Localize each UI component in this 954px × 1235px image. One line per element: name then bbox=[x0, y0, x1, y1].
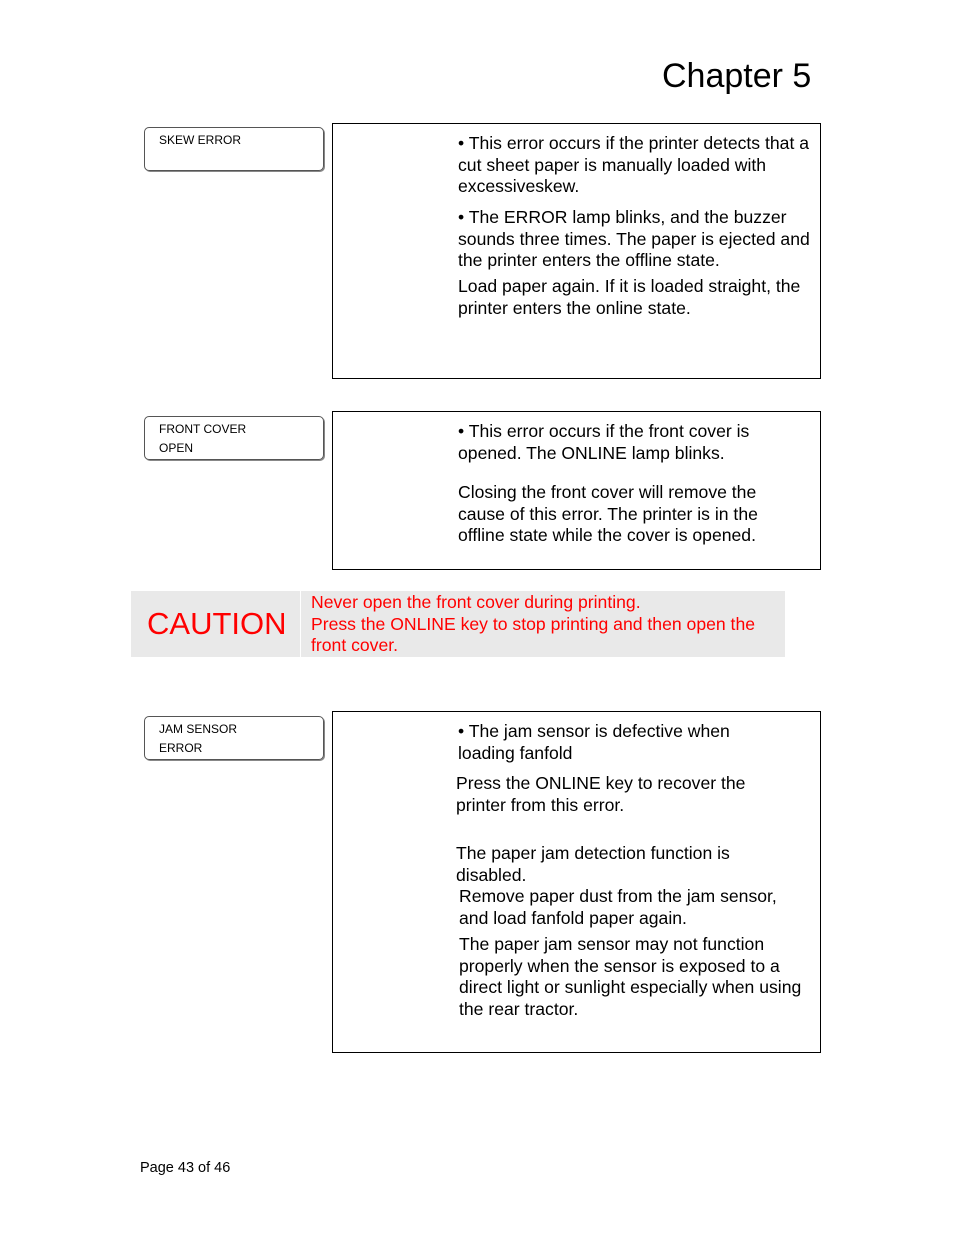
jam-sensor-paragraph: The paper jam sensor may not function properly when the sensor is exposed to a direct light or sunlight especially when using the rear tractor. bbox=[459, 934, 802, 1020]
lcd-line: FRONT COVER bbox=[159, 422, 247, 436]
lcd-display-skew-error bbox=[144, 127, 324, 171]
jam-sensor-paragraph: Remove paper dust from the jam sensor, and load fanfold paper again. bbox=[459, 886, 777, 928]
page-number: Page 43 of 46 bbox=[140, 1160, 231, 1176]
lcd-display-front-cover-open bbox=[144, 416, 324, 460]
caution-text bbox=[311, 592, 781, 657]
caution-label: CAUTION bbox=[147, 606, 287, 641]
skew-error-paragraph: • This error occurs if the printer detects that a cut sheet paper is manually loaded with excessiveskew. bbox=[458, 133, 810, 197]
jam-sensor-paragraph: Press the ONLINE key to recover the printer from this error. bbox=[456, 773, 746, 815]
jam-sensor-paragraph: The paper jam detection function is disabled. bbox=[456, 843, 730, 885]
lcd-line: JAM SENSOR bbox=[159, 722, 238, 736]
chapter-title: Chapter 5 bbox=[662, 57, 812, 95]
lcd-display-jam-sensor-error bbox=[144, 716, 324, 760]
lcd-line: ERROR bbox=[159, 741, 203, 755]
caution-divider bbox=[300, 591, 301, 657]
front-cover-paragraph: Closing the front cover will remove the cause of this error. The printer is in the offline state while the cover is opened. bbox=[458, 482, 758, 546]
caution-line: Never open the front cover during printing. bbox=[311, 592, 641, 612]
skew-error-paragraph: • The ERROR lamp blinks, and the buzzer sounds three times. The paper is ejected and the printer enters the offline state. bbox=[458, 207, 810, 271]
jam-sensor-paragraph: • The jam sensor is defective when loading fanfold bbox=[458, 721, 730, 763]
caution-line: Press the ONLINE key to stop printing and then open the front cover. bbox=[311, 613, 756, 656]
skew-error-paragraph: Load paper again. If it is loaded straight, the printer enters the online state. bbox=[458, 276, 801, 318]
lcd-line: OPEN bbox=[159, 441, 194, 455]
front-cover-paragraph: • This error occurs if the front cover is opened. The ONLINE lamp blinks. bbox=[458, 421, 750, 463]
lcd-line: SKEW ERROR bbox=[159, 133, 242, 147]
